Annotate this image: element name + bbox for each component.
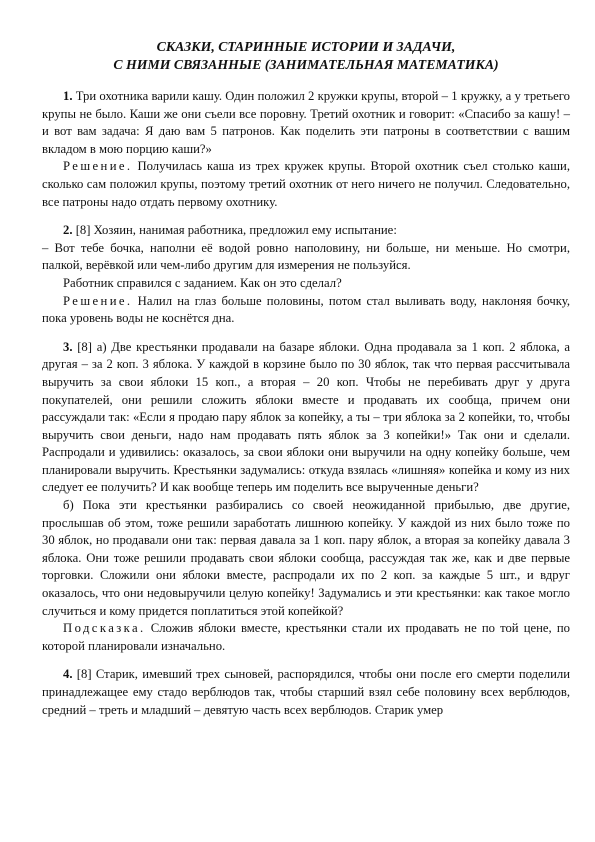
solution-1: [42, 158, 570, 211]
problem-2-speech: – Вот тебе бочка, наполни её водой ровно наполовину, ни больше, ни меньше. Но смотри, палкой, верёвкой или чем-либо другим для измерения не пользуйся.: [42, 240, 570, 273]
problem-text: [8] а) Две крестьянки продавали на базаре яблоки. Одна продавала за 1 коп. 2 яблока, а другая – за 2 коп. 3 яблока. У каждой в корзине было по 30 яблок, так что первая рассчитывала выручить за свои яблоки 15 коп., а вторая – 20 коп. Чтобы не перебивать друг у друга покупателей, они решили сложить яблоки вместе и продавать их сообща, причем они рассуждали так: «Если я продаю пару яблок за копейку, а ты – три яблока за 2 копейки, то, чтобы выручить свои деньги, надо нам продавать пять яблок за 3 копейки!» Так они и сделали. Распродали и удивились: оказалось, за свои яблоки они выручили на одну копейку больше, чем планировали выручить. Крестьянки задумались: откуда взялась «лишняя» копейка и кому из них следует ее получить? И как вообще теперь им поделить все вырученные деньги?: [42, 339, 570, 495]
problem-3: [42, 339, 570, 497]
problem-3-part-b: б) Пока эти крестьянки разбирались со своей неожиданной прибылью, две другие, прослышав об этом, тоже решили заработать лишнюю копейку. У каждой из них было тоже по 30 яблок, но продавали они так: первая давала за 1 коп. пару яблок, а вторая за копейку давала 3 яблока. Они тоже решили продавать свои яблоки сообща, рассуждая так же, как и две первые торговки. Сложили они яблоки вместе, распродали их по 2 коп. за каждые 5 шт., и вдруг оказалось, что они недовыручили целую копейку! Задумались и эти крестьянки: как такое могло случиться и кому придется поплатиться этой копейкой?: [42, 498, 570, 618]
solution-label: Решение.: [63, 293, 133, 308]
problem-text: [8] Старик, имевший трех сыновей, распорядился, чтобы они после его смерти поделили принадлежащее ему стадо верблюдов так, чтобы старший взял себе половину всех верблюдов, средний – треть и младший – девятую часть всех верблюдов. Старик умер: [42, 667, 570, 717]
problem-2: [42, 222, 570, 240]
solution-label: Решение.: [63, 159, 133, 174]
solution-text: Налил на глаз больше половины, потом стал выливать воду, наклоняя бочку, пока уровень воды не коснётся дна.: [42, 293, 570, 326]
problem-number: 2.: [63, 223, 73, 238]
problem-number: 1.: [63, 89, 73, 103]
problem-text: Три охотника варили кашу. Один положил 2 кружки крупы, второй – 1 кружку, а у третьего крупы не было. Каши же они съели все поровну. Третий охотник и говорит: «Спасибо за кашу! – и вот вам задача: Я даю вам 5 патронов. Как поделить эти патроны в соответствии с вашим вкладом в мою порцию каши?»: [42, 89, 570, 156]
hint-3: [42, 620, 570, 655]
hint-text: Сложив яблоки вместе, крестьянки стали их продавать не по той цене, по которой планировали изначально.: [42, 621, 570, 653]
solution-2: [42, 293, 570, 328]
problem-text: [8] Хозяин, нанимая работника, предложил ему испытание:: [72, 223, 397, 238]
spacer: [42, 328, 570, 339]
problem-2-question: Работник справился с заданием. Как он это сделал?: [63, 275, 342, 290]
problem-number: 4.: [63, 667, 73, 682]
problem-number: 3.: [63, 339, 73, 354]
page-title: [42, 38, 570, 74]
problem-1: [42, 88, 570, 158]
problem-4: [42, 666, 570, 719]
title-line-2: С НИМИ СВЯЗАННЫЕ (ЗАНИМАТЕЛЬНАЯ МАТЕМАТИКА): [113, 57, 499, 72]
hint-label: Подсказка.: [63, 621, 146, 636]
spacer: [42, 655, 570, 666]
spacer: [42, 211, 570, 222]
solution-text: Получилась каша из трех кружек крупы. Второй охотник съел столько каши, сколько сам положил крупы, поэтому третий охотник от него ничего не получил. Следовательно, все патроны надо отдать первому охотнику.: [42, 159, 570, 209]
title-line-1: СКАЗКИ, СТАРИННЫЕ ИСТОРИИ И ЗАДАЧИ,: [156, 39, 456, 54]
